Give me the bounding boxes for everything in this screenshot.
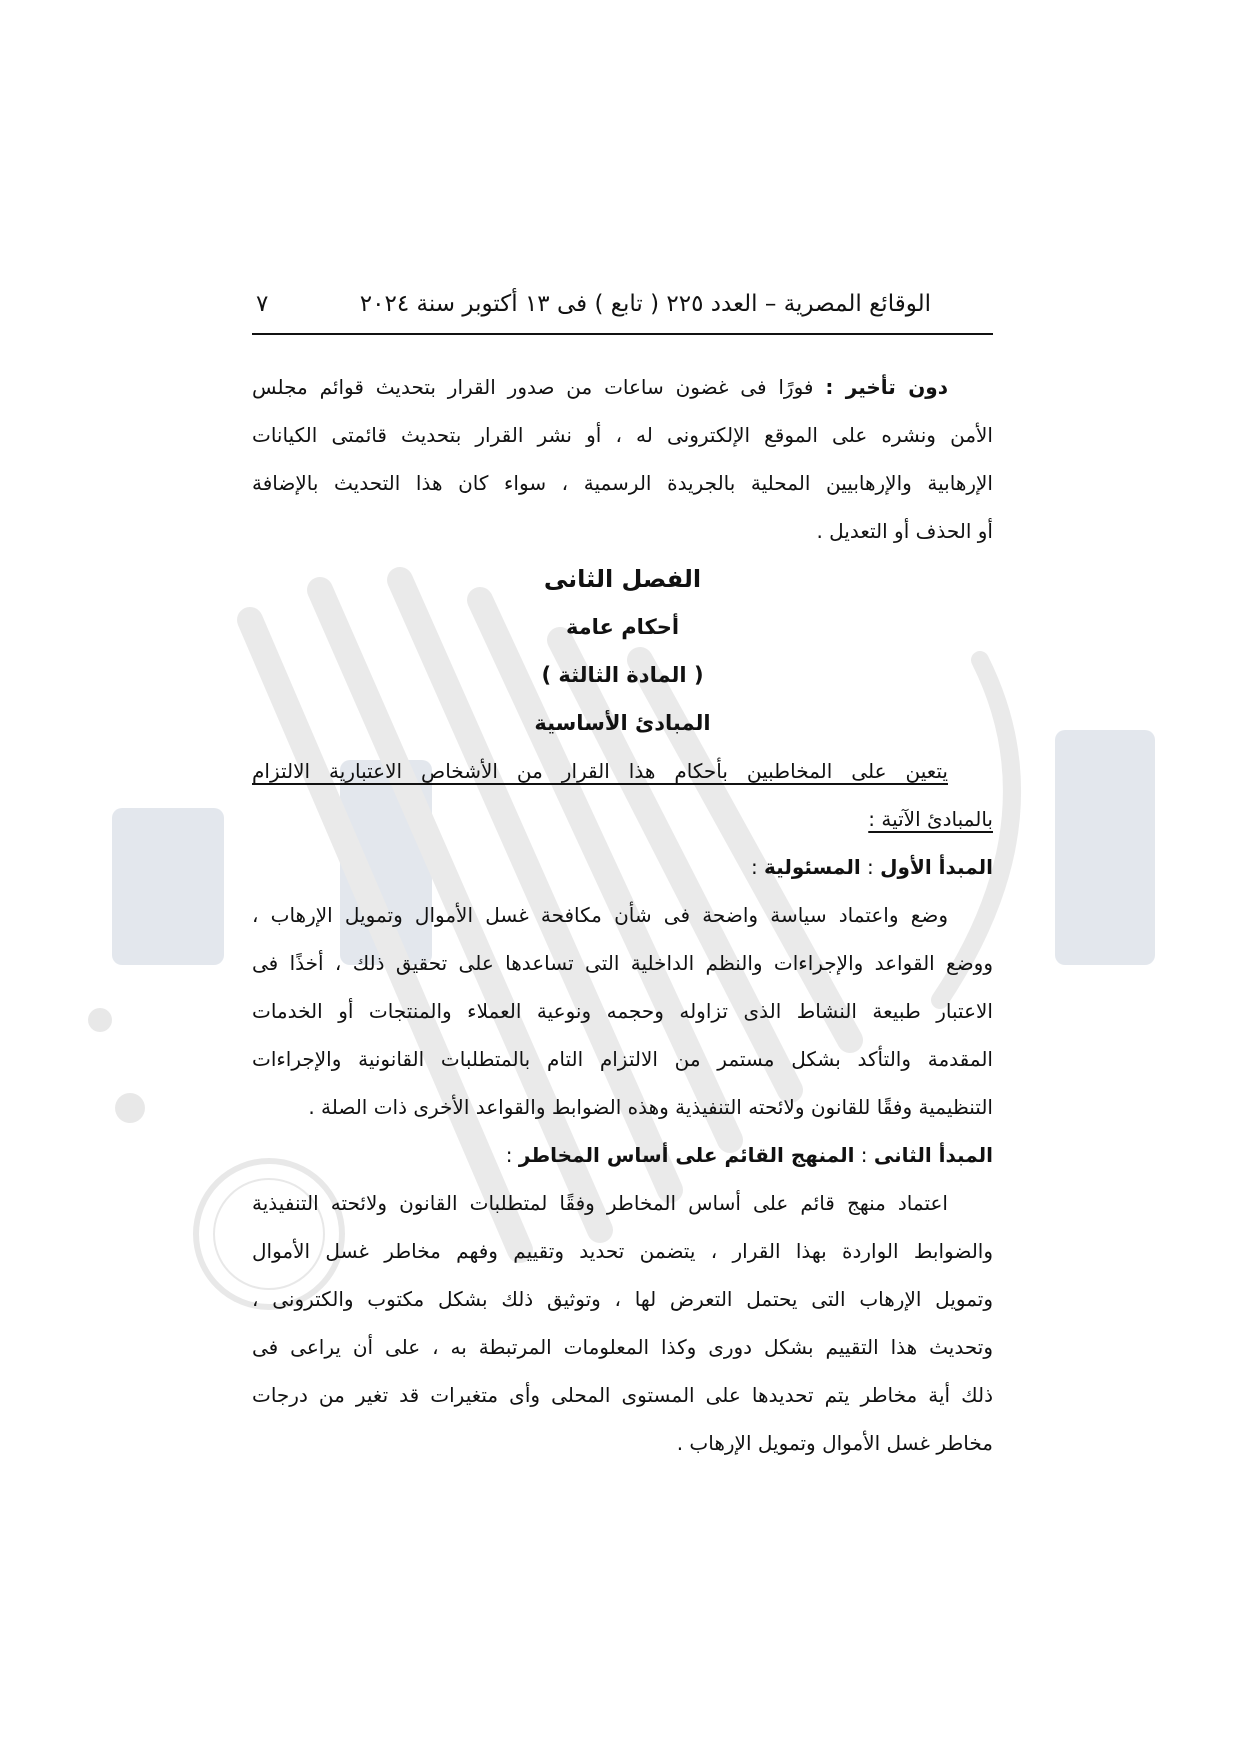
paragraph-line: وضع واعتماد سياسة واضحة فى شأن مكافحة غسل الأموال وتمويل الإرهاب ، — [252, 903, 948, 927]
paragraph-line: الاعتبار طبيعة النشاط الذى تزاوله وحجمه ونوعية العملاء والمنتجات أو الخدمات — [252, 999, 993, 1023]
principle-label: المبدأ الأول — [880, 855, 993, 879]
lead-term: دون تأخير : — [825, 375, 949, 399]
paragraph-line: المقدمة والتأكد بشكل مستمر من الالتزام التام بالمتطلبات القانونية والإجراءات — [252, 1047, 993, 1071]
watermark-block-right — [1055, 730, 1155, 965]
paragraph-line: اعتماد منهج قائم على أساس المخاطر وفقًا لمتطلبات القانون ولائحته التنفيذية — [252, 1191, 948, 1215]
paragraph-line: وتمويل الإرهاب التى يحتمل التعرض لها ، وتوثيق ذلك بشكل مكتوب والكترونى ، — [252, 1287, 993, 1311]
principle-colon: : — [750, 855, 758, 879]
paragraph-line: أو الحذف أو التعديل . — [816, 519, 993, 543]
article-title: المبادئ الأساسية — [534, 711, 711, 735]
principle-label: المبدأ الثانى — [873, 1143, 993, 1167]
paragraph-line: الإرهابية والإرهابيين المحلية بالجريدة الرسمية ، سواء كان هذا التحديث بالإضافة — [252, 471, 993, 495]
paragraph-line: يتعين على المخاطبين بأحكام هذا القرار من الأشخاص الاعتبارية الالتزام — [252, 759, 948, 783]
paragraph-text: فورًا فى غضون ساعات من صدور القرار بتحديث قوائم مجلس — [252, 375, 814, 399]
paragraph-line — [252, 363, 993, 411]
chapter-subtitle: أحكام عامة — [565, 615, 680, 639]
watermark-dot — [88, 1008, 112, 1032]
paragraph-line: مخاطر غسل الأموال وتمويل الإرهاب . — [676, 1431, 993, 1455]
gazette-header-title: الوقائع المصرية – العدد ٢٢٥ ( تابع ) فى ١٣ أكتوبر سنة ٢٠٢٤ — [359, 291, 931, 317]
paragraph-line: والضوابط الواردة بهذا القرار ، يتضمن تحديد وتقييم وفهم مخاطر غسل الأموال — [252, 1239, 993, 1263]
paragraph-line: وتحديث هذا التقييم بشكل دورى وكذا المعلومات المرتبطة به ، على أن يراعى فى — [252, 1335, 993, 1359]
chapter-title: الفصل الثانى — [543, 565, 702, 593]
article-number: ( المادة الثالثة ) — [541, 663, 704, 687]
paragraph-line: ووضع القواعد والإجراءات والنظم الداخلية التى تساعدها على تحقيق ذلك ، أخذًا فى — [252, 951, 993, 975]
principle-name: المنهج القائم على أساس المخاطر — [518, 1143, 855, 1167]
paragraph-line: بالمبادئ الآتية : — [868, 807, 993, 831]
page-header — [0, 286, 1240, 322]
page-body — [252, 363, 993, 1467]
principle-heading — [252, 1131, 993, 1179]
principle-heading — [252, 843, 993, 891]
principle-colon: : — [505, 1143, 513, 1167]
header-rule — [252, 333, 993, 335]
watermark-block-left — [112, 808, 224, 965]
watermark-dots — [88, 1008, 145, 1123]
watermark-dot — [115, 1093, 145, 1123]
paragraph-line: التنظيمية وفقًا للقانون ولائحته التنفيذية وهذه الضوابط والقواعد الأخرى ذات الصلة . — [308, 1095, 993, 1119]
principle-colon: : — [867, 855, 874, 879]
page-number: ٧ — [256, 291, 269, 317]
principle-colon: : — [860, 1143, 868, 1167]
paragraph-line: الأمن ونشره على الموقع الإلكترونى له ، أو نشر القرار بتحديث قائمتى الكيانات — [252, 423, 993, 447]
paragraph-line: ذلك أية مخاطر يتم تحديدها على المستوى المحلى وأى متغيرات قد تغير من درجات — [252, 1383, 993, 1407]
principle-name: المسئولية — [764, 855, 861, 879]
